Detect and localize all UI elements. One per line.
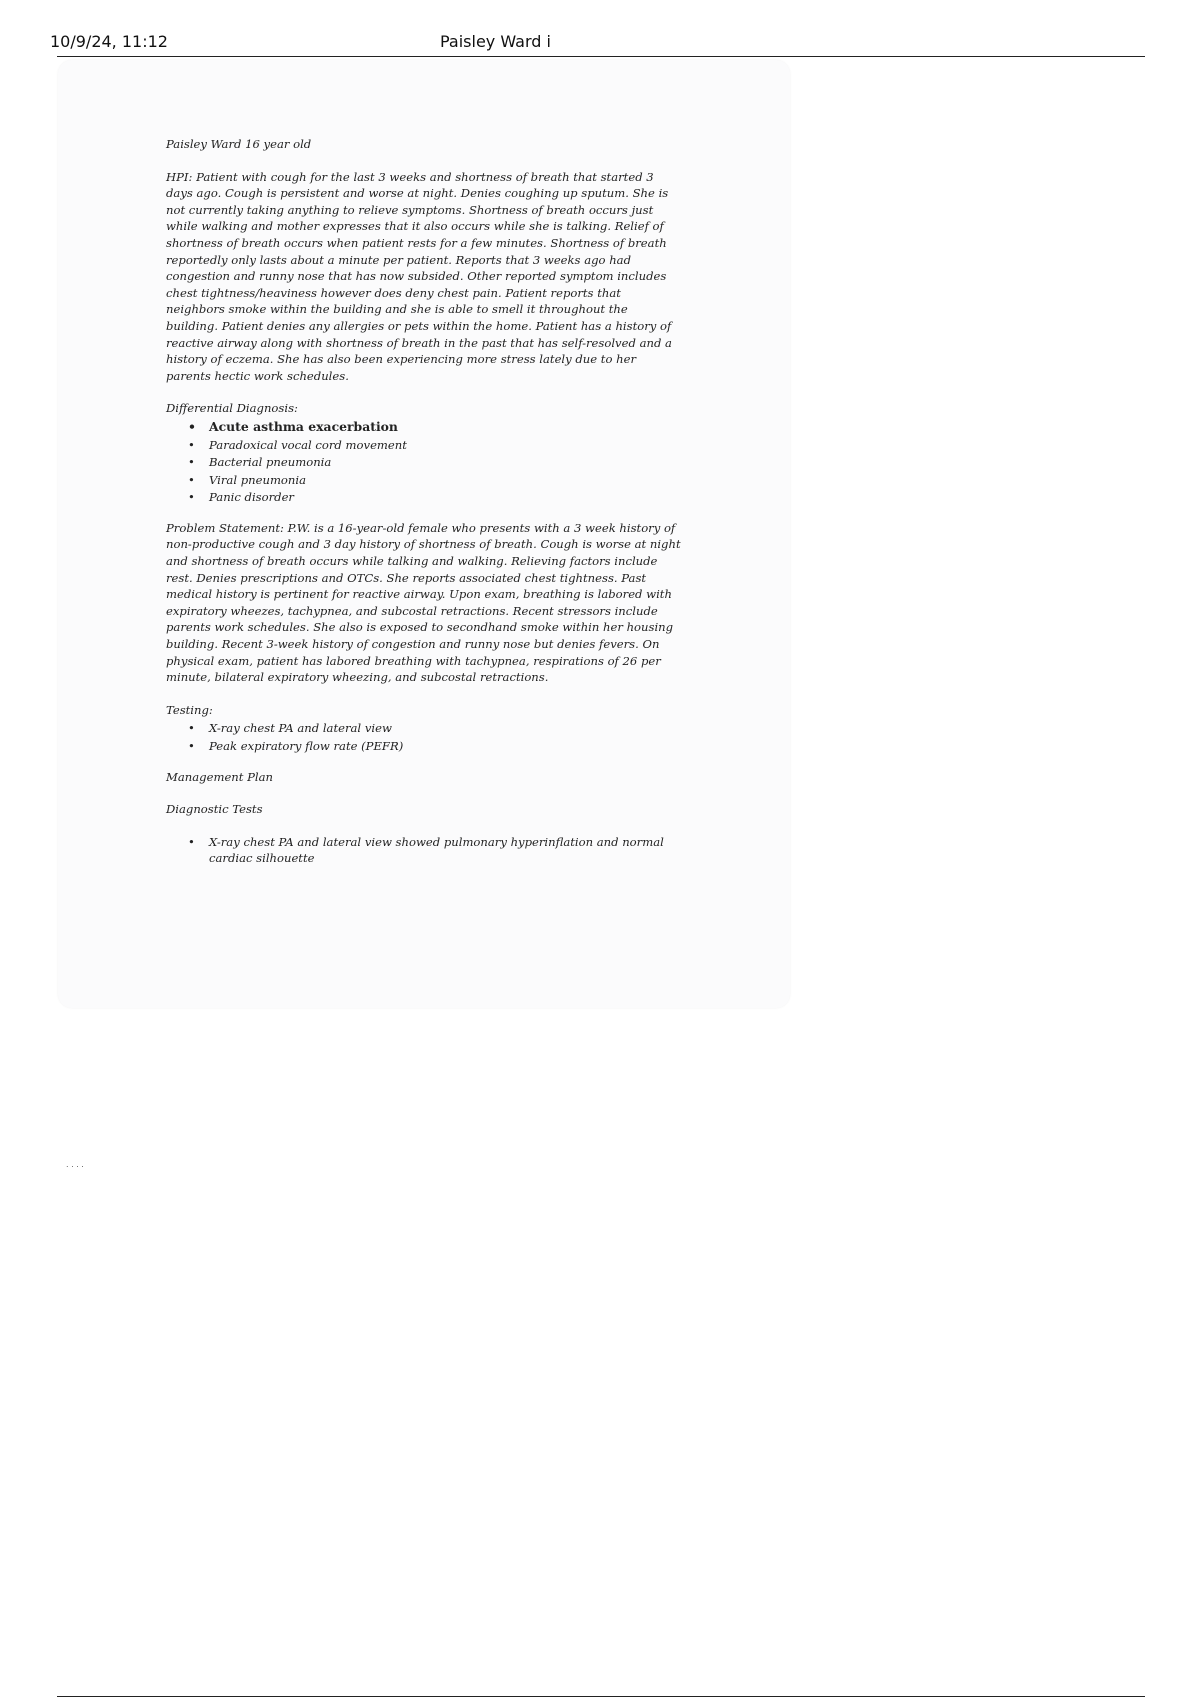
list-item: • X-ray chest PA and lateral view showed pulmonary hyperinflation and normal cardiac silhouette xyxy=(209,834,681,867)
patient-line: Paisley Ward 16 year old xyxy=(166,137,312,151)
diagnostic-heading: Diagnostic Tests xyxy=(166,802,263,817)
management-heading: Management Plan xyxy=(166,769,273,784)
footer-divider xyxy=(57,1696,1145,1697)
diagnostic-list xyxy=(166,834,681,867)
list-item: • Acute asthma exacerbation xyxy=(209,419,681,436)
document-body xyxy=(166,136,681,881)
list-item: • Paradoxical vocal cord movement xyxy=(209,437,681,454)
list-item: • Bacterial pneumonia xyxy=(209,454,681,471)
list-item: • X-ray chest PA and lateral view xyxy=(209,720,681,737)
header-divider xyxy=(57,56,1145,57)
print-datetime: 10/9/24, 11:12 xyxy=(50,32,168,51)
problem-statement: Problem Statement: P.W. is a 16-year-old female who presents with a 3 week history of non-productive cough and 3 day history of shortness of breath. Cough is worse at night and shortness of breath occurs while talking and walking. Relieving factors include rest. Denies prescriptions and OTCs. She reports associated chest tightness. Past medical history is pertinent for reactive airway. Upon exam, breathing is labored with expiratory wheezes, tachypnea, and subcostal retractions. Recent stressors include parents work schedules. She also is exposed to secondhand smoke within her housing building. Recent 3-week history of congestion and runny nose but denies fevers. On physical exam, patient has labored breathing with tachypnea, respirations of 26 per minute, bilateral expiratory wheezing, and subcostal retractions. xyxy=(166,520,681,685)
print-header xyxy=(0,0,1200,60)
print-title: Paisley Ward i xyxy=(440,32,551,51)
differential-heading: Differential Diagnosis: xyxy=(166,401,298,416)
hpi-paragraph: HPI: Patient with cough for the last 3 weeks and shortness of breath that started 3 days ago. Cough is persistent and worse at night. Denies coughing up sputum. She is not currently taking anything to relieve symptoms. Shortness of breath occurs just while walking and mother expresses that it also occurs while she is talking. Relief of shortness of breath occurs when patient rests for a few minutes. Shortness of breath reportedly only lasts about a minute per patient. Reports that 3 weeks ago had congestion and runny nose that has now subsided. Other reported symptom includes chest tightness/heaviness however does deny chest pain. Patient reports that neighbors smoke within the building and she is able to smell it throughout the building. Patient denies any allergies or pets within the home. Patient has a history of reactive airway along with shortness of breath in the past that has self-resolved and a history of eczema. She has also been experiencing more stress lately due to her parents hectic work schedules. xyxy=(166,169,672,383)
differential-list xyxy=(166,419,681,506)
testing-heading: Testing: xyxy=(166,702,213,717)
list-item: • Viral pneumonia xyxy=(209,472,681,489)
list-item: • Peak expiratory flow rate (PEFR) xyxy=(209,738,681,755)
stray-marks: . . . . xyxy=(66,1160,84,1169)
testing-list xyxy=(166,720,681,754)
list-item: • Panic disorder xyxy=(209,489,681,506)
